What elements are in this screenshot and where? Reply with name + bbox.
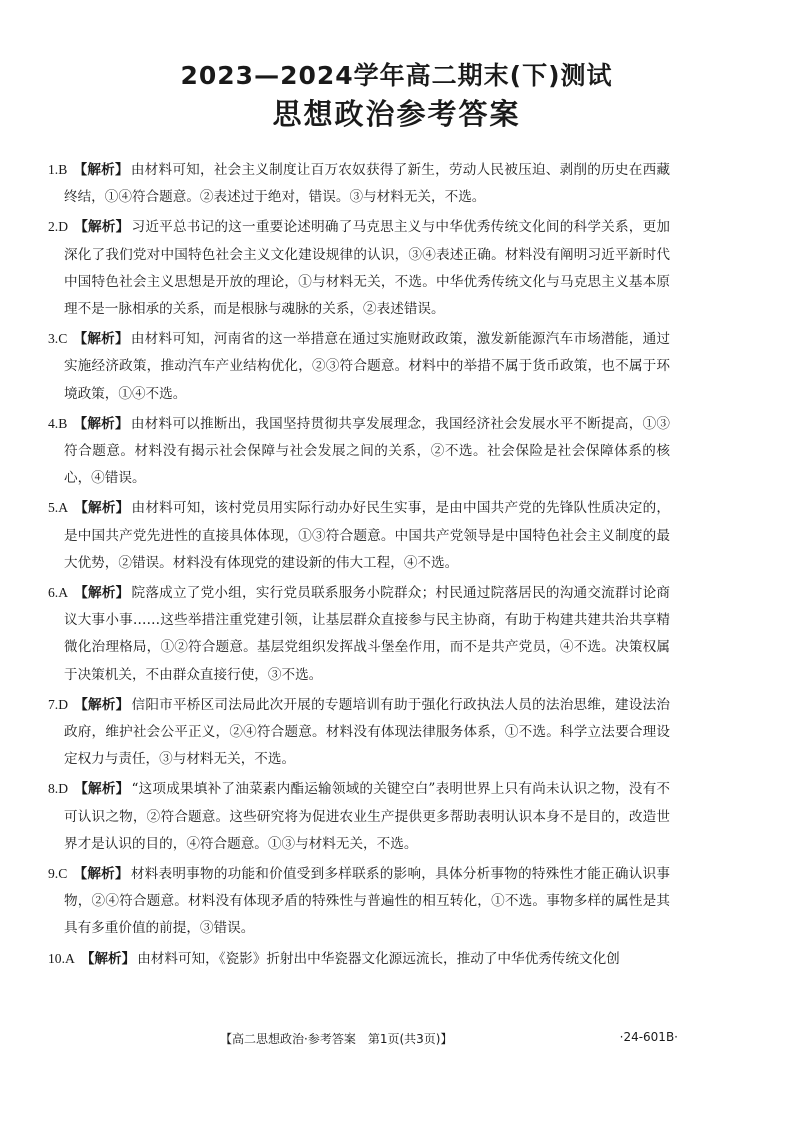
- answer-explanation: 院落成立了党小组，实行党员联系服务小院群众；村民通过院落居民的沟通交流群讨论商议大事小事……这些举措注重党建引领，让基层群众直接参与民主协商，有助于构建共建共治共享精微化治理格局，①②符合题意。基层党组织发挥战斗堡垒作用，而不是共产党员，④不选。决策权属于决策机关，不由群众直接行使，③不选。: [64, 585, 671, 683]
- answer-explanation: 由材料可知，《瓷影》折射出中华瓷器文化源远流长，推动了中华优秀传统文化创: [137, 950, 620, 967]
- answer-item-2: [48, 213, 670, 323]
- answer-item-10: [48, 945, 670, 973]
- analysis-tag: 【解析】: [74, 696, 130, 713]
- footer-code: ·24-601B·: [619, 1030, 678, 1044]
- analysis-tag: 【解析】: [74, 500, 130, 517]
- answer-item-5: [48, 494, 670, 577]
- answer-list: [48, 156, 670, 975]
- answer-explanation: 习近平总书记的这一重要论述明确了马克思主义与中华优秀传统文化间的科学关系，更加深化了我们党对中国特色社会主义文化建设规律的认识，③④表述正确。材料没有阐明习近平新时代中国特色社会主义思想是开放的理论，①与材料无关，不选。中华优秀传统文化与马克思主义基本原理不是一脉相承的关系，而是根脉与魂脉的关系，②表述错误。: [64, 219, 671, 318]
- answer-number: 9.C: [48, 866, 68, 882]
- answer-item-1: [48, 156, 670, 211]
- answer-explanation: 材料表明事物的功能和价值受到多样联系的影响，具体分析事物的特殊性才能正确认识事物，②④符合题意。材料没有体现矛盾的特殊性与普遍性的相互转化，①不选。事物多样的属性是其具有多重价值的前提，③错误。: [64, 866, 670, 937]
- analysis-tag: 【解析】: [73, 331, 129, 348]
- analysis-tag: 【解析】: [74, 219, 130, 236]
- answer-number: 7.D: [48, 696, 69, 712]
- footer-page-info: 【高二思想政治·参考答案 第1页(共3页)】: [220, 1032, 453, 1046]
- answer-item-9: [48, 860, 670, 943]
- answer-explanation: 由材料可知，河南省的这一举措意在通过实施财政政策，激发新能源汽车市场潜能，通过实施经济政策，推动汽车产业结构优化，②③符合题意。材料中的举措不属于货币政策，也不属于环境政策，①④不选。: [64, 331, 670, 402]
- answer-explanation: 由材料可知，该村党员用实际行动办好民生实事，是由中国共产党的先锋队性质决定的，是中国共产党先进性的直接具体体现，①③符合题意。中国共产党领导是中国特色社会主义制度的最大优势，②错误。材料没有体现党的建设新的伟大工程，④不选。: [64, 500, 671, 571]
- answer-explanation: 信阳市平桥区司法局此次开展的专题培训有助于强化行政执法人员的法治思维，建设法治政府，维护社会公平正义，②④符合题意。材料没有体现法律服务体系，①不选。科学立法要合理设定权力与责任，③与材料无关，不选。: [64, 696, 671, 768]
- answer-item-7: [48, 691, 670, 774]
- analysis-tag: 【解析】: [74, 585, 130, 602]
- answer-item-4: [48, 410, 670, 493]
- answer-number: 5.A: [48, 500, 69, 516]
- exam-title: 2023—2024学年高二期末(下)测试: [180, 61, 613, 90]
- answer-number: 3.C: [48, 331, 68, 347]
- answer-explanation: 由材料可以推断出，我国坚持贯彻共享发展理念，我国经济社会发展水平不断提高，①③符合题意。材料没有揭示社会保障与社会发展之间的关系，②不选。社会保险是社会保障体系的核心，④错误。: [64, 415, 670, 487]
- page-footer: [0, 1030, 793, 1050]
- analysis-tag: 【解析】: [80, 950, 136, 967]
- answer-explanation: “这项成果填补了油菜素内酯运输领域的关键空白”表明世界上只有尚未认识之物，没有不可认识之物，②符合题意。这些研究将为促进农业生产提供更多帮助表明认识本身不是目的，改造世界才是认识的目的，④符合题意。①③与材料无关，不选。: [64, 781, 670, 852]
- answer-number: 8.D: [48, 781, 69, 797]
- analysis-tag: 【解析】: [73, 866, 129, 883]
- answer-number: 6.A: [48, 585, 69, 601]
- analysis-tag: 【解析】: [73, 415, 129, 432]
- answer-number: 10.A: [48, 950, 75, 966]
- analysis-tag: 【解析】: [73, 162, 129, 178]
- answer-item-8: [48, 775, 670, 858]
- answer-number: 4.B: [48, 415, 68, 431]
- answer-number: 2.D: [48, 219, 69, 235]
- analysis-tag: 【解析】: [74, 781, 130, 798]
- answer-item-3: [48, 325, 670, 408]
- answer-explanation: 由材料可知，社会主义制度让百万农奴获得了新生，劳动人民被压迫、剥削的历史在西藏终结，①④符合题意。②表述过于绝对，错误。③与材料无关，不选。: [64, 162, 670, 206]
- answer-key-title: 思想政治参考答案: [272, 97, 521, 131]
- answer-item-6: [48, 579, 670, 689]
- answer-number: 1.B: [48, 162, 68, 177]
